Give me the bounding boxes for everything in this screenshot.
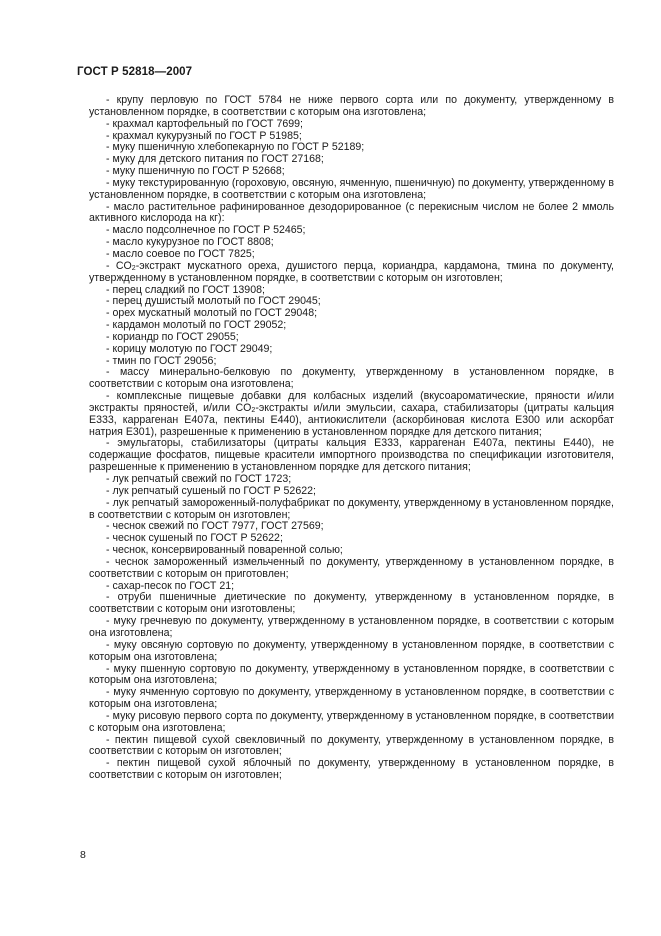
- list-item: - чеснок свежий по ГОСТ 7977, ГОСТ 27569;: [106, 520, 324, 533]
- list-item: - $CO_2$-экстракт мускатного ореха, душистого перца, кориандра, кардамона, тмина по документу, утвержденному в установленном порядке, в соответствии с которым он изготовлен;: [89, 259, 614, 284]
- list-item: - лук репчатый сушеный по ГОСТ Р 52622;: [106, 484, 316, 497]
- list-item: - масло растительное рафинированное дезодорированное (с перекисным числом не более 2 ммоль активного кислорода на кг):: [89, 200, 614, 225]
- list-item: - чеснок, консервированный поваренной солью;: [106, 544, 343, 557]
- list-item: - масло подсолнечное по ГОСТ Р 52465;: [106, 224, 306, 237]
- list-item: - эмульгаторы, стабилизаторы (цитраты кальция Е333, каррагенан Е407а, пектины Е440), не содержащие фосфатов, пищевые красители импортного производства по спецификации изготовителя, разрешенные к применению в установленном порядке для детского питания;: [89, 437, 614, 474]
- list-item: - кориандр по ГОСТ 29055;: [106, 330, 239, 343]
- list-item: - чеснок сушеный по ГОСТ Р 52622;: [106, 532, 283, 545]
- list-item: - муку пшенную сортовую по документу, утвержденному в установленном порядке, в соответствии с которым она изготовлена;: [89, 662, 614, 687]
- list-item: - пектин пищевой сухой яблочный по документу, утвержденному в установленном порядке, в соответствии с которым он изготовлен;: [89, 757, 614, 782]
- list-item: - муку ячменную сортовую по документу, утвержденному в установленном порядке, в соответствии с которым она изготовлена;: [89, 686, 614, 711]
- list-item: - крахмал кукурузный по ГОСТ Р 51985;: [106, 129, 302, 142]
- list-item: - комплексные пищевые добавки для колбасных изделий (вкусоароматические, пряности и/или экстракты пряностей, и/или $CO_2$-экстракты и/или эмульсии, сахара, стабилизаторы (цитраты кальция Е333, каррагенан Е407а, пектины Е440), антиокислители (аскорбиновая кислота Е300 или аскорбат натрия Е301), разрешенные к применению в установленном порядке для детского питания;: [89, 390, 614, 438]
- list-item: - тмин по ГОСТ 29056;: [106, 354, 217, 367]
- list-item: - лук репчатый свежий по ГОСТ 1723;: [106, 473, 292, 485]
- list-item: - муку для детского питания по ГОСТ 27168;: [106, 153, 324, 166]
- list-item: - крупу перловую по ГОСТ 5784 не ниже первого сорта или по документу, утвержденному в установленном порядке, в соответствии с которым она изготовлена;: [89, 94, 614, 118]
- list-item: - пектин пищевой сухой свекловичный по документу, утвержденному в установленном порядке, в соответствии с которым он изготовлен;: [89, 733, 614, 758]
- list-item: - лук репчатый замороженный-полуфабрикат по документу, утвержденному в установленном порядке, в соответствии с которым он изготовлен;: [89, 496, 614, 521]
- list-item: - сахар-песок по ГОСТ 21;: [106, 579, 235, 592]
- list-item: - отруби пшеничные диетические по документу, утвержденному в установленном порядке, в соответствии с которым они изготовлены;: [89, 591, 614, 616]
- list-item: - масло соевое по ГОСТ 7825;: [106, 247, 255, 260]
- list-item: - муку пшеничную по ГОСТ Р 52668;: [106, 165, 285, 178]
- list-item: - орех мускатный молотый по ГОСТ 29048;: [106, 307, 318, 320]
- list-item: - муку текстурированную (гороховую, овсяную, ячменную, пшеничную) по документу, утвержденному в установленном порядке, в соответствии с которым она изготовлена;: [89, 176, 614, 201]
- list-item: - кардамон молотый по ГОСТ 29052;: [106, 319, 287, 332]
- list-item: - муку рисовую первого сорта по документу, утвержденному в установленном порядке, в соответствии с которым она изготовлена;: [89, 709, 614, 734]
- list-item: - перец душистый молотый по ГОСТ 29045;: [106, 295, 321, 308]
- list-item: - муку пшеничную хлебопекарную по ГОСТ Р 52189;: [106, 141, 365, 154]
- list-item: - корицу молотую по ГОСТ 29049;: [106, 342, 273, 355]
- list-item: - чеснок замороженный измельченный по документу, утвержденному в установленном порядке, в соответствии с которым он приготовлен;: [89, 555, 614, 580]
- list-item: - перец сладкий по ГОСТ 13908;: [106, 283, 265, 296]
- list-item: - масло кукурузное по ГОСТ 8808;: [106, 236, 274, 249]
- page-number: 8: [80, 849, 86, 861]
- list-item: - муку гречневую по документу, утвержденному в установленном порядке, в соответствии с которым она изготовлена;: [89, 615, 614, 639]
- ingredients-list: [89, 95, 614, 782]
- document-header: ГОСТ Р 52818—2007: [77, 66, 193, 78]
- list-item: - массу минерально-белковую по документу, утвержденному в установленном порядке, в соответствии с которым она изготовлена;: [89, 366, 614, 391]
- list-item: - крахмал картофельный по ГОСТ 7699;: [106, 117, 303, 130]
- list-item: - муку овсяную сортовую по документу, утвержденному в установленном порядке, в соответствии с которым она изготовлена;: [89, 638, 614, 663]
